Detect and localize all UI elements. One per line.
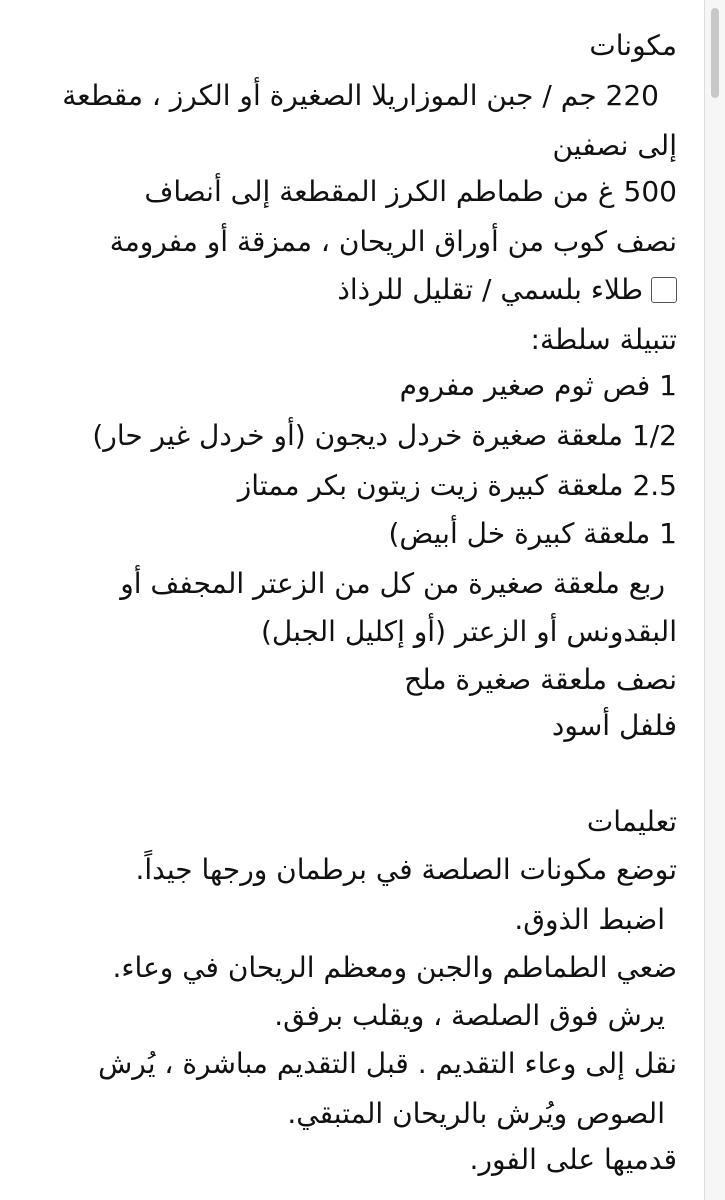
dressing-line: 1 فص ثوم صغير مفروم bbox=[399, 369, 677, 402]
vertical-scrollbar[interactable] bbox=[704, 0, 725, 1200]
ingredient-line: نصف كوب من أوراق الريحان ، ممزقة أو مفرومة bbox=[109, 225, 677, 258]
dressing-line: ربع ملعقة صغيرة من كل من الزعتر المجفف أو bbox=[120, 567, 665, 600]
checkbox-icon[interactable] bbox=[651, 277, 677, 303]
instruction-line: يرش فوق الصلصة ، ويقلب برفق. bbox=[274, 999, 665, 1032]
ingredient-label: طلاء بلسمي / تقليل للرذاذ bbox=[337, 273, 643, 306]
instruction-line: توضع مكونات الصلصة في برطمان ورجها جيداً. bbox=[135, 853, 677, 886]
dressing-line: البقدونس أو الزعتر (أو إكليل الجبل) bbox=[260, 615, 677, 648]
instruction-line: قدميها على الفور. bbox=[469, 1143, 677, 1176]
dressing-line: 1/2 ملعقة صغيرة خردل ديجون (أو خردل غير حار) bbox=[92, 419, 677, 452]
dressing-heading: تتبيلة سلطة: bbox=[530, 323, 677, 356]
ingredients-heading: مكونات bbox=[589, 29, 677, 62]
ingredient-line: 220 جم / جبن الموزاريلا الصغيرة أو الكرز ، مقطعة bbox=[62, 79, 659, 112]
instruction-line: اضبط الذوق. bbox=[514, 903, 665, 936]
dressing-line: فلفل أسود bbox=[551, 709, 677, 742]
dressing-line: 1 ملعقة كبيرة خل أبيض) bbox=[388, 517, 677, 550]
instruction-line: ضعي الطماطم والجبن ومعظم الريحان في وعاء. bbox=[112, 951, 677, 984]
scrollbar-thumb[interactable] bbox=[711, 8, 719, 98]
ingredient-line-checkbox bbox=[337, 270, 677, 310]
ingredient-line: إلى نصفين bbox=[552, 129, 677, 162]
ingredient-line: 500 غ من طماطم الكرز المقطعة إلى أنصاف bbox=[144, 175, 677, 208]
instruction-line: الصوص ويُرش بالريحان المتبقي. bbox=[287, 1097, 665, 1130]
instructions-heading: تعليمات bbox=[586, 805, 677, 838]
dressing-line: 2.5 ملعقة كبيرة زيت زيتون بكر ممتاز bbox=[237, 469, 677, 502]
instruction-line: نقل إلى وعاء التقديم . قبل التقديم مباشرة ، يُرش bbox=[98, 1047, 677, 1080]
dressing-line: نصف ملعقة صغيرة ملح bbox=[404, 663, 677, 696]
